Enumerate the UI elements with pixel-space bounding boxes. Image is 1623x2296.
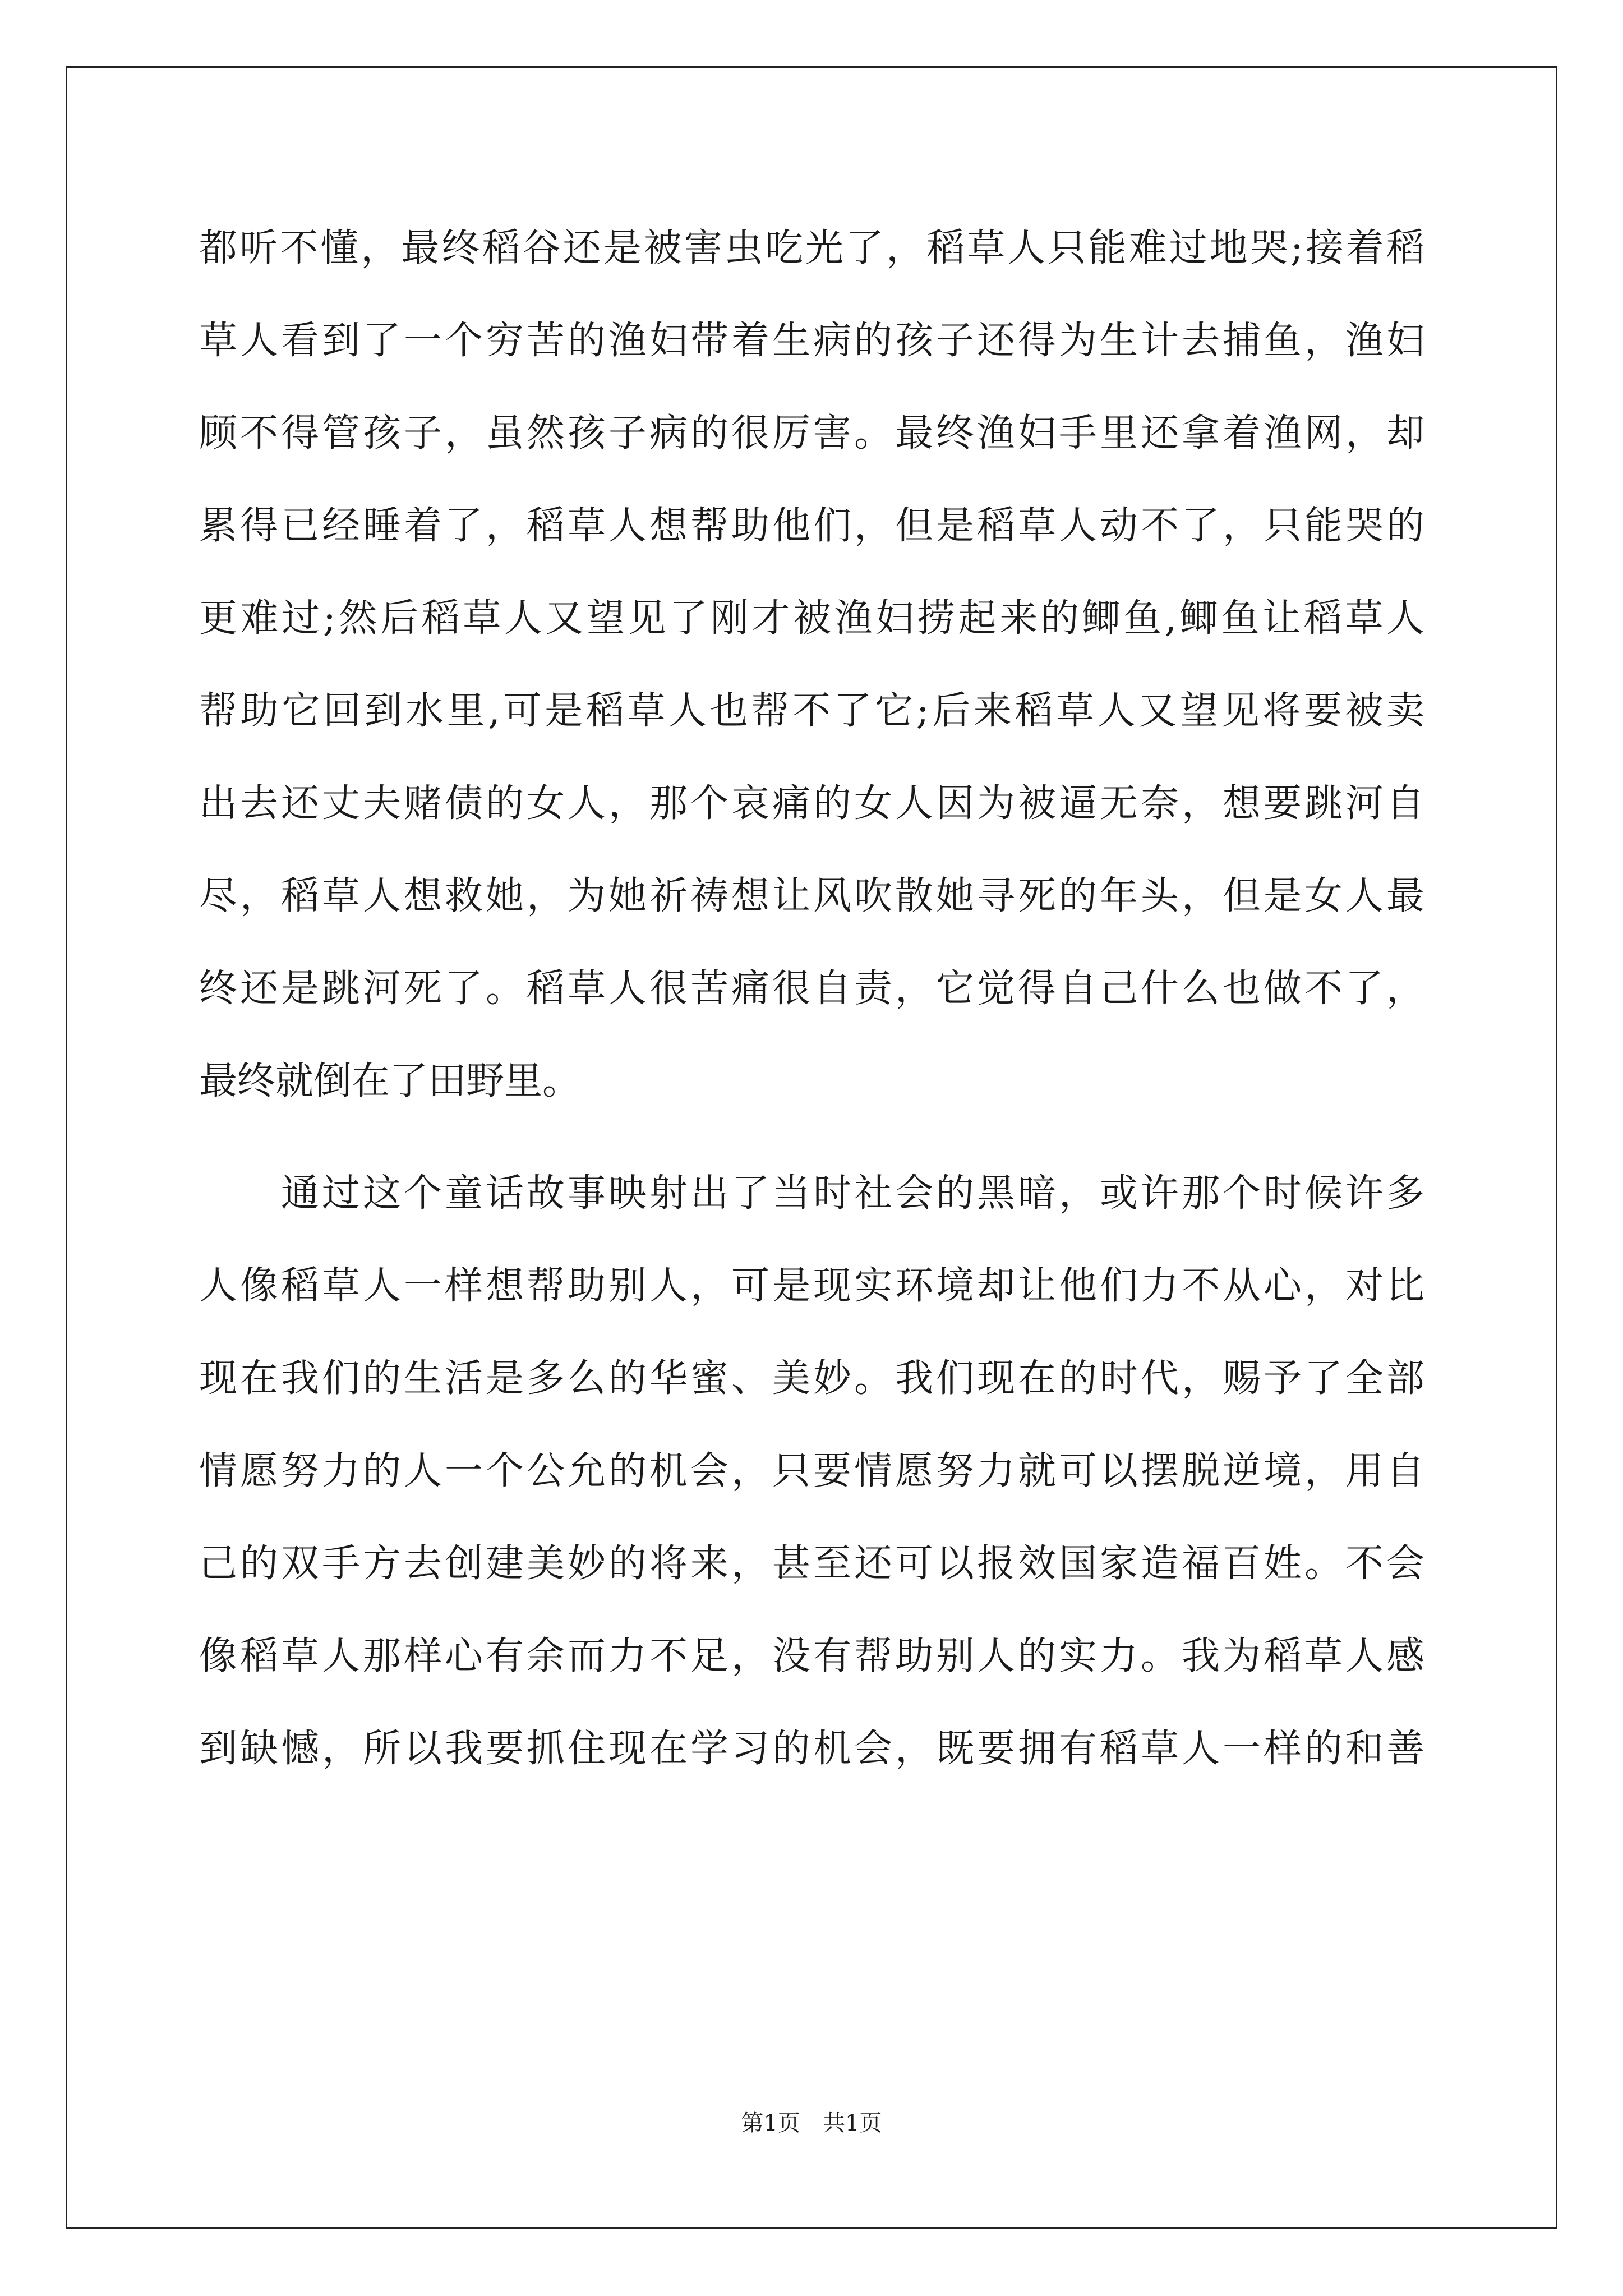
text-line: 更难过;然后稻草人又望见了刚才被渔妇捞起来的鲫鱼,鲫鱼让稻草人 [199, 596, 1424, 641]
text-line: 尽，稻草人想救她，为她祈祷想让风吹散她寻死的年头，但是女人最 [199, 874, 1424, 918]
text-line: 通过这个童话故事映射出了当时社会的黑暗，或许那个时候许多 [199, 1171, 1424, 1216]
text-line: 都听不懂，最终稻谷还是被害虫吃光了，稻草人只能难过地哭;接着稻 [199, 226, 1424, 270]
text-line: 草人看到了一个穷苦的渔妇带着生病的孩子还得为生计去捕鱼，渔妇 [199, 319, 1424, 363]
page-number-footer: 第1页 共1页 [741, 2110, 882, 2136]
paragraph [199, 202, 1424, 1128]
paragraph [199, 1147, 1424, 1795]
text-line: 现在我们的生活是多么的华蜜、美妙。我们现在的时代，赐予了全部 [199, 1356, 1424, 1401]
text-line: 到缺憾，所以我要抓住现在学习的机会，既要拥有稻草人一样的和善 [199, 1727, 1424, 1771]
text-line: 帮助它回到水里,可是稻草人也帮不了它;后来稻草人又望见将要被卖 [199, 689, 1424, 733]
text-line: 终还是跳河死了。稻草人很苦痛很自责，它觉得自己什么也做不了， [199, 967, 1424, 1011]
text-line: 人像稻草人一样想帮助别人，可是现实环境却让他们力不从心，对比 [199, 1264, 1424, 1308]
paragraph-spacer [199, 1128, 1424, 1147]
text-line: 情愿努力的人一个公允的机会，只要情愿努力就可以摆脱逆境，用自 [199, 1449, 1424, 1493]
text-line: 累得已经睡着了，稻草人想帮助他们，但是稻草人动不了，只能哭的 [199, 504, 1424, 548]
text-line: 出去还丈夫赌债的女人，那个哀痛的女人因为被逼无奈，想要跳河自 [199, 781, 1424, 826]
text-line: 顾不得管孩子，虽然孩子病的很厉害。最终渔妇手里还拿着渔网，却 [199, 411, 1424, 455]
text-line: 最终就倒在了田野里。 [199, 1059, 581, 1103]
document-body [199, 202, 1424, 1795]
text-line: 像稻草人那样心有余而力不足，没有帮助别人的实力。我为稻草人感 [199, 1634, 1424, 1678]
text-line: 己的双手方去创建美妙的将来，甚至还可以报效国家造福百姓。不会 [199, 1542, 1424, 1586]
